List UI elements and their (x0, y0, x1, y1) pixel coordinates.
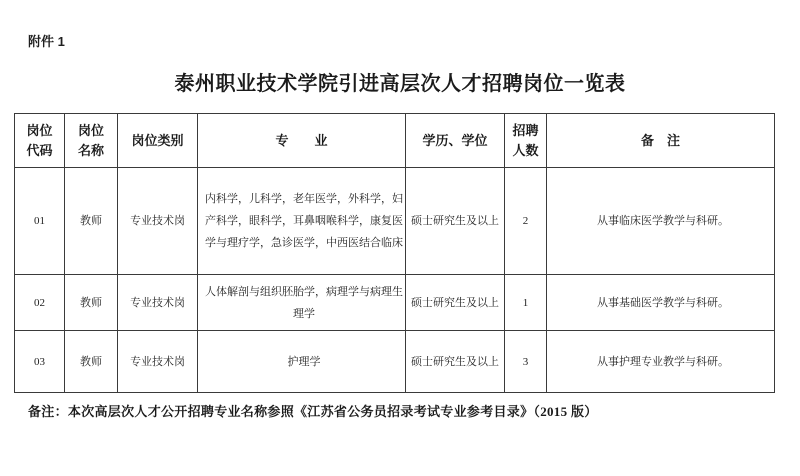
cell-position-code: 03 (15, 331, 65, 393)
table-row (15, 275, 775, 331)
table-row (15, 168, 775, 275)
header-position-name: 岗位名称 (65, 114, 118, 168)
cell-education: 硕士研究生及以上 (406, 275, 505, 331)
cell-remark: 从事护理专业教学与科研。 (547, 331, 775, 393)
positions-table (14, 113, 775, 393)
cell-position-code: 02 (15, 275, 65, 331)
cell-position-category: 专业技术岗 (118, 275, 198, 331)
cell-position-name: 教师 (65, 331, 118, 393)
cell-position-category: 专业技术岗 (118, 168, 198, 275)
header-education: 学历、学位 (406, 114, 505, 168)
cell-major: 护理学 (198, 331, 406, 393)
cell-recruit-count: 1 (505, 275, 547, 331)
cell-major: 内科学，儿科学，老年医学，外科学，妇产科学，眼科学，耳鼻咽喉科学，康复医学与理疗学，急诊医学，中西医结合临床 (198, 168, 406, 275)
header-major: 专 业 (198, 114, 406, 168)
table-row (15, 331, 775, 393)
footer-note: 备注：本次高层次人才公开招聘专业名称参照《江苏省公务员招录考试专业参考目录》（2015 版） (28, 404, 598, 419)
header-position-code: 岗位代码 (15, 114, 65, 168)
header-remark: 备 注 (547, 114, 775, 168)
table-header-row (15, 114, 775, 168)
header-position-category: 岗位类别 (118, 114, 198, 168)
cell-education: 硕士研究生及以上 (406, 331, 505, 393)
cell-position-name: 教师 (65, 168, 118, 275)
cell-remark: 从事基础医学教学与科研。 (547, 275, 775, 331)
cell-position-category: 专业技术岗 (118, 331, 198, 393)
cell-position-code: 01 (15, 168, 65, 275)
cell-recruit-count: 2 (505, 168, 547, 275)
cell-position-name: 教师 (65, 275, 118, 331)
cell-major: 人体解剖与组织胚胎学，病理学与病理生理学 (198, 275, 406, 331)
cell-education: 硕士研究生及以上 (406, 168, 505, 275)
cell-remark: 从事临床医学教学与科研。 (547, 168, 775, 275)
header-recruit-count: 招聘人数 (505, 114, 547, 168)
attachment-label: 附件 1 (28, 34, 65, 49)
cell-recruit-count: 3 (505, 331, 547, 393)
page-title: 泰州职业技术学院引进高层次人才招聘岗位一览表 (174, 73, 626, 95)
